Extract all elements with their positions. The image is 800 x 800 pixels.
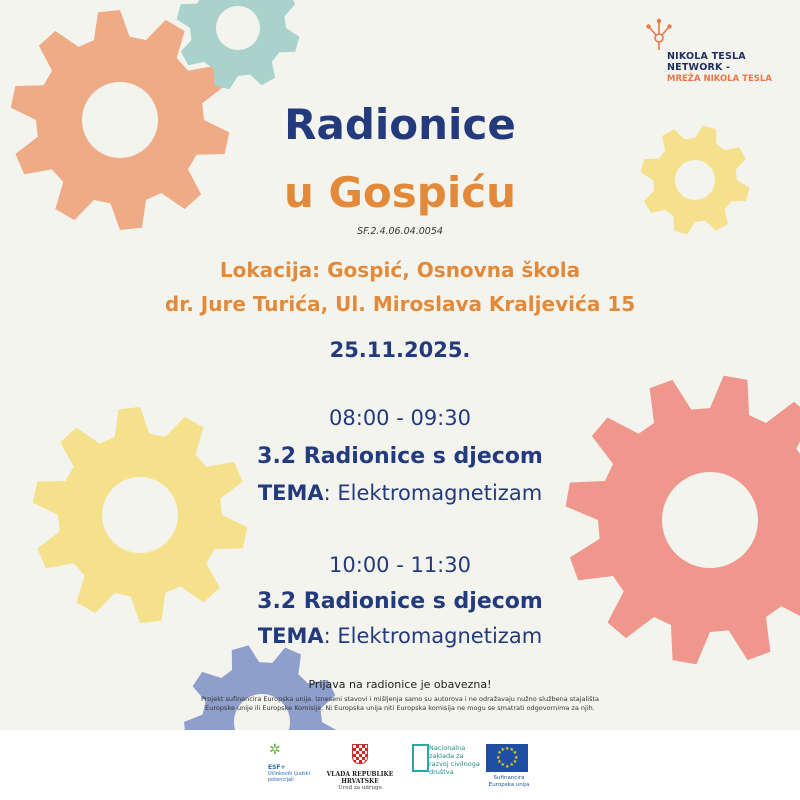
bracket-icon xyxy=(420,744,429,772)
session-time: 10:00 - 11:30 xyxy=(329,553,471,577)
project-code: SF.2.4.06.04.0054 xyxy=(357,226,443,237)
sponsor-footer xyxy=(0,730,800,800)
eu-disclaimer: Projekt sufinancira Europska unija. Izneseni stavovi i mišljenja samo su autorova i ne odražavaju nužno službena stajališta Europske unije ili Europske Komisije. Ni Europska unija niti Europska komisija ne mogu se smatrati odgovornima za njih. xyxy=(200,695,600,712)
nikola-tesla-network-logo xyxy=(645,18,785,83)
esf-text: Učinkoviti ljudski potencijali xyxy=(268,771,311,783)
session-title: 3.2 Radionice s djecom xyxy=(257,444,543,469)
vlada-title: VLADA REPUBLIKE HRVATSKE xyxy=(326,771,394,785)
session-topic xyxy=(0,624,800,648)
eu-star-icon: ★ xyxy=(512,750,518,756)
topic-value: : Elektromagnetizam xyxy=(323,624,543,648)
session-topic xyxy=(0,481,800,505)
session-time: 08:00 - 09:30 xyxy=(329,406,471,430)
vlada-subtitle: Ured za udruge xyxy=(338,785,382,791)
esf-star-icon: ✲ xyxy=(269,742,281,758)
topic-value: : Elektromagnetizam xyxy=(323,481,543,505)
nacionalna-zaklada-logo xyxy=(412,742,482,792)
logo-line-2: NETWORK - xyxy=(667,62,731,73)
eu-star-icon: ★ xyxy=(512,759,518,765)
session-title: 3.2 Radionice s djecom xyxy=(257,589,543,614)
eu-logo xyxy=(484,742,544,792)
eu-star-icon: ★ xyxy=(505,763,510,770)
eu-star-icon: ★ xyxy=(496,754,501,761)
eu-star-icon: ★ xyxy=(500,762,505,769)
page-title: Radionice xyxy=(284,100,516,149)
page-subtitle: u Gospiću xyxy=(283,168,517,217)
croatian-crest-icon xyxy=(352,744,368,764)
eu-star-icon: ★ xyxy=(505,745,510,752)
eu-star-icon: ★ xyxy=(509,746,514,753)
eu-star-icon: ★ xyxy=(500,746,505,753)
eu-star-icon: ★ xyxy=(497,750,502,756)
eu-text: Sufinancira Europska unija xyxy=(488,775,530,788)
nacionalna-zaklada-text: Nacionalna zaklada za razvoj civilnoga društva xyxy=(429,744,480,776)
topic-label: TEMA xyxy=(257,624,324,648)
eu-star-icon: ★ xyxy=(497,759,502,765)
esf-logo xyxy=(266,742,316,792)
eu-star-icon: ★ xyxy=(509,762,514,769)
logo-line-3: MREŽA NIKOLA TESLA xyxy=(667,74,772,84)
eu-flag-icon xyxy=(486,744,528,772)
topic-label: TEMA xyxy=(257,481,324,505)
esf-title: ESF+ xyxy=(268,764,286,771)
logo-line-1: NIKOLA TESLA xyxy=(667,51,746,62)
location-line-1: Lokacija: Gospić, Osnovna škola xyxy=(219,258,581,282)
eu-star-icon: ★ xyxy=(514,754,519,761)
tesla-network-icon xyxy=(645,18,675,52)
vlada-logo xyxy=(310,742,410,792)
location-line-2: dr. Jure Turića, Ul. Miroslava Kraljevića 15 xyxy=(164,292,636,316)
registration-note: Prijava na radionice je obavezna! xyxy=(308,678,492,691)
event-date: 25.11.2025. xyxy=(329,338,471,362)
